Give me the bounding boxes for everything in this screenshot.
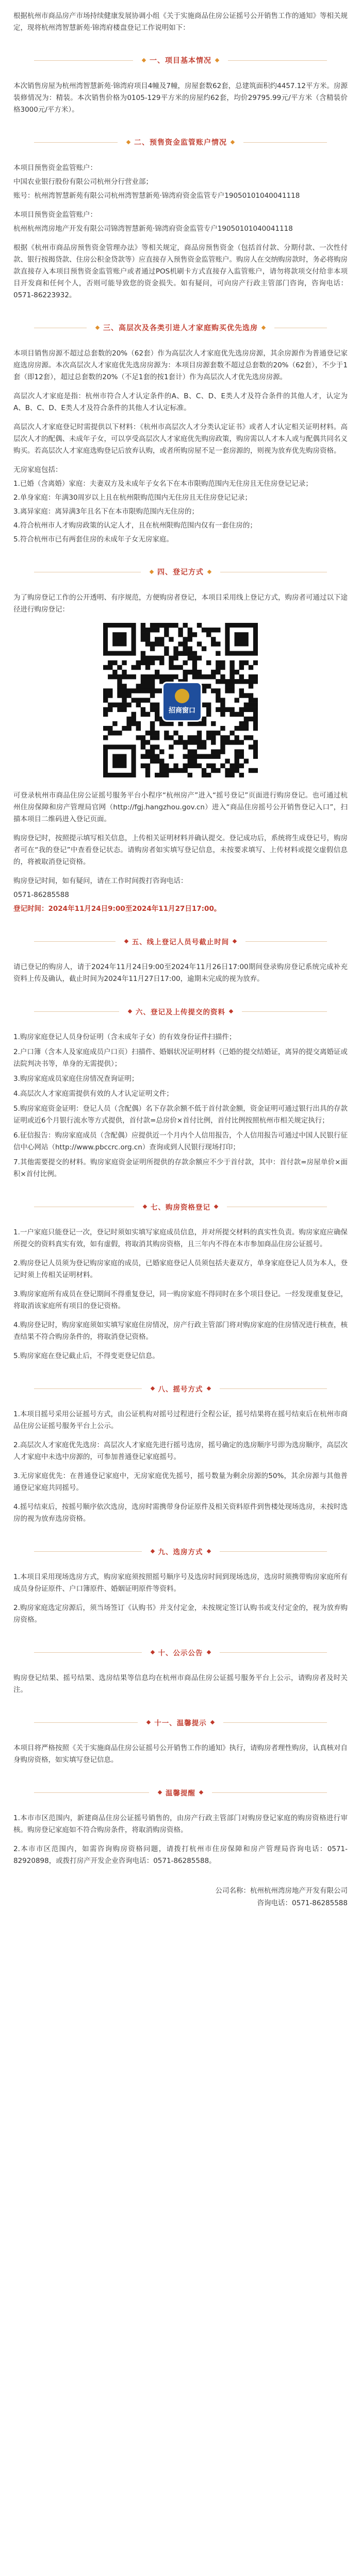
diamond-ornament-icon (207, 570, 211, 574)
section-header-basic-info (13, 52, 348, 69)
diamond-ornament-icon (206, 1386, 210, 1391)
list-item: 2.单身家庭：年满30周岁以上且在杭州限购范围内无住房且无住房登记记录； (13, 494, 252, 502)
list-item: 4.购房登记时，购房家庭须如实填写家庭住房情况，房产行政主管部门将对购房家庭的住房情况进行核查，核查结果不符合购房条件的，将取消登记资格。 (13, 1321, 348, 1341)
list-item: 1.已婚（含离婚）家庭：夫妻双方及未成年子女名下在本市限购范围内无住房且无住房登记记录； (13, 480, 313, 488)
section-header-selection (13, 1543, 348, 1560)
diamond-ornament-icon (215, 58, 219, 62)
diamond-ornament-icon (206, 1650, 210, 1654)
list-item: 2.高层次人才家庭优先选房：高层次人才家庭先进行摇号选房，摇号确定的选房顺序号即为选房顺序，高层次人才家庭中未选中房源的，可参加普通登记家庭摇号。 (13, 1441, 348, 1461)
section-header-materials (13, 1003, 348, 1020)
diamond-ornament-icon (233, 939, 237, 943)
list-item: 5.符合杭州市已有两套住房的未成年子女无房家庭。 (13, 535, 173, 544)
section-header-reminder (13, 1784, 348, 1801)
list-item: 3.购房家庭所有成员在登记期间不得重复登记，同一购房家庭不得同时在多个项目登记。一经发现重复登记，将取消该家庭所有项目的登记资格。 (13, 1290, 348, 1310)
paragraph: 购房登记结果、摇号结果、选房结果等信息均在杭州市商品住房公证摇号服务平台上公示，请购房者及时关注。 (13, 1674, 348, 1694)
diamond-ornament-icon (210, 1720, 215, 1724)
section-title: 六、登记及上传提交的资料 (136, 1008, 225, 1016)
footer-phone: 咨询电话：0571-86285588 (257, 1899, 348, 1907)
section-title: 温馨提醒 (166, 1789, 195, 1798)
diamond-ornament-icon (150, 1549, 154, 1553)
list-item: 1.本项目摇号采用公证摇号方式，由公证机构对摇号过程进行全程公证，摇号结果将在摇号结束后在杭州市商品住房公证摇号服务平台上公示。 (13, 1410, 348, 1430)
paragraph: 本项目将严格按照《关于实施商品住房公证摇号公开销售工作的通知》执行，请购房者理性购房，认真核对自身购房资格，如实填写登记信息。 (13, 1744, 348, 1764)
paragraph: 请已登记的购房人，请于2024年11月24日9:00至2024年11月26日17:00期间登录购房登记系统完成补充资料上传及确认，截止时间为2024年11月27日17:00，逾期未完成的视为放弃。 (13, 963, 348, 983)
diamond-ornament-icon (158, 1790, 162, 1794)
diamond-ornament-icon (146, 1720, 151, 1724)
diamond-ornament-icon (214, 1205, 218, 1209)
list-item: 4.高层次人才家庭需提供有效的人才认定证明文件； (13, 1090, 173, 1098)
footer-company: 公司名称：杭州杭州湾房地产开发有限公司 (215, 1887, 348, 1895)
section-title: 七、购房资格登记 (151, 1204, 210, 1212)
phone-label: 购房登记时间，如有疑问，请在工作时间拨打咨询电话： (13, 877, 188, 885)
diamond-ornament-icon (124, 939, 128, 943)
list-item: 4.摇号结束后，按摇号顺序依次选房，选房时需携带身份证原件及相关资料原件到售楼处现场选房，未按时选房的视为放弃选房资格。 (13, 1503, 348, 1523)
diamond-ornament-icon (199, 1790, 203, 1794)
list-item: 4.符合杭州市人才购房政策的认定人才，且在杭州限购范围内仅有一套住房的； (13, 521, 257, 530)
section-title: 十、公示公告 (158, 1649, 203, 1657)
paragraph: 无房家庭包括： (13, 466, 62, 474)
diamond-ornament-icon (142, 58, 146, 62)
section-title: 十一、温馨提示 (154, 1719, 207, 1727)
qr-logo-label: 招商窗口 (168, 707, 195, 715)
section-header-deadline (13, 933, 348, 950)
paragraph: 本项目销售房源不超过总套数的20%（62套）作为高层次人才家庭优先选房房源，其余房源作为普通登记家庭选房房源。本次高层次人才家庭优先选房房源为：本项目房源套数不超过总套数的20%（62套），不少于1套（即12套），超过总套数的20%（不足1套的按1套计）作为高层次人才优先选房房源。 (13, 349, 348, 381)
list-item: 2.户口簿（含本人及家庭成员户口页）扫描件、婚姻状况证明材料（已婚的提交结婚证，离异的提交离婚证或法院判决书等，单身的无需提供）； (13, 1048, 348, 1068)
list-item: 2.本市市区范围内，如需咨询购房资格问题，请拨打杭州市住房保障和房产管理局咨询电话：0571-82920898，或拨打房产开发企业咨询电话：0571-86285588。 (13, 1845, 348, 1865)
section-header-qualification (13, 1198, 348, 1215)
registration-time: 登记时间：2024年11月24日9:00至2024年11月27日17:00。 (13, 905, 221, 913)
list-item: 1.本项目采用现场选房方式，购房家庭须按照摇号顺序号及选房时间到现场选房，选房时须携带购房家庭所有成员身份证原件、户口簿原件、婚姻证明原件等资料。 (13, 1573, 348, 1593)
list-item: 7.其他需要提交的材料。购房家庭资金证明所提供的存款余额应不少于首付款，其中：首付款=房屋单价×面积×首付比例。 (13, 1158, 348, 1178)
list-item: 2.购房登记人员须为登记购房家庭的成员，已婚家庭登记人员须包括夫妻双方，单身家庭登记人员为本人，登记时须上传相关证明材料。 (13, 1259, 348, 1279)
paragraph: 中国农业银行股份有限公司杭州分行营业部； (13, 178, 153, 186)
diamond-ornament-icon (143, 1205, 147, 1209)
paragraph: 本项目预售资金监管账户： (13, 211, 97, 219)
paragraph (13, 875, 348, 887)
phone-number[interactable]: 0571-86285588 (13, 891, 69, 899)
paragraph: 为了购房登记工作的公开透明、有序规范，方便购房者登记，本项目采用线上登记方式，购房者可通过以下途径进行购房登记： (13, 594, 348, 614)
qr-code[interactable] (103, 623, 258, 777)
paragraph: 根据《杭州市商品房预售资金管理办法》等相关规定，商品房预售资金（包括首付款、分期付款、一次性付款、银行按揭贷款、住房公积金贷款等）应直接存入预售资金监管账户。购房人在交纳购房款时，务必将购房款直接存入本项目预售资金监管账户或者通过POS机刷卡方式直接存入监管账户，请勿将款项交付给非本项目开发商和任何个人，否则可能导致您的资金损失。如有疑问，可向房产行政主管部门咨询，咨询电话：0571-86223932。 (13, 244, 348, 299)
list-item: 5.购房家庭在登记截止后，不得变更登记信息。 (13, 1352, 159, 1360)
diamond-ornament-icon (229, 1009, 233, 1013)
section-title: 四、登记方式 (157, 568, 204, 577)
paragraph: 本次销售房屋为杭州湾智慧新苑·锦湾府项目4幢及7幢，房屋套数62套，总建筑面积约4457.12平方米。房源装修情况为：精装。本次销售价格为0105-129平方米的房屋约62套，均价29795.99元/平方米（含精装价格3000元/平方米）。 (13, 82, 348, 114)
list-item: 3.购房家庭成员家庭住房情况查询证明； (13, 1075, 139, 1083)
list-item: 5.购房家庭资金证明：登记人员（含配偶）名下存款余额不低于首付款金额，资金证明可通过银行出具的存款证明或近6个月银行流水等方式提供，首付款=总房价×首付比例，首付比例按照杭州市相关规定执行； (13, 1105, 348, 1125)
section-title: 一、项目基本情况 (150, 57, 211, 65)
diamond-ornament-icon (150, 1650, 154, 1654)
section-title: 八、摇号方式 (158, 1385, 203, 1394)
list-item: 6.征信报告：购房家庭成员（含配偶）应提供近一个月内个人信用报告，个人信用报告可通过中国人民银行征信中心网站（http://www.pbccrc.org.cn）查询或到人民银行现场打印； (13, 1131, 348, 1151)
paragraph: 杭州杭州湾房地产开发有限公司锦湾智慧新苑·锦湾府资金监管专户19050101040041118 (13, 225, 293, 233)
section-header-talent (13, 319, 348, 336)
paragraph: 高层次人才家庭登记时需提供以下材料：《杭州市高层次人才分类认定证书》或者人才认定相关证明材料。高层次人才的配偶、未成年子女，可以享受高层次人才家庭优先购房政策，购房需以人才本人或与配偶共同名义购买。若高层次人才家庭选购登记后放弃认购，或者所购房屋不足一套房源的，则视为放弃优先购房资格。 (13, 423, 348, 455)
paragraph: 高层次人才家庭是指：杭州市符合人才认定条件的A、B、C、D、E类人才及符合条件的其他人才，认定为A、B、C、D、E类人才及符合条件的其他人才认定标准。 (13, 392, 348, 412)
diamond-ornament-icon (150, 1386, 154, 1391)
intro-paragraph: 根据杭州市商品房产市场持续健康发展协调小组《关于实施商品住房公证摇号公开销售工作的通知》等相关规定，现将杭州湾智慧新苑·锦湾府楼盘登记工作说明如下： (13, 12, 348, 32)
diamond-ornament-icon (126, 140, 130, 144)
qr-logo (162, 682, 202, 722)
section-title: 三、高层次及各类引进人才家庭购买优先选房 (103, 324, 258, 332)
paragraph: 本项目预售资金监管账户： (13, 164, 97, 172)
diamond-ornament-icon (206, 1549, 210, 1553)
diamond-ornament-icon (261, 326, 266, 330)
list-item: 1.本市市区范围内，新建商品住房公证摇号销售的，由房产行政主管部门对购房登记家庭的购房资格进行审核。购房登记家庭如不符合购房条件，将取消购房资格。 (13, 1814, 348, 1834)
paragraph: 账号：杭州湾智慧新苑有限公司杭州湾智慧新苑·锦湾府资金监管专户19050101040041118 (13, 192, 300, 200)
section-header-announcement (13, 1643, 348, 1661)
qr-logo-emblem-icon (175, 689, 189, 703)
section-header-tips (13, 1714, 348, 1731)
section-header-lottery (13, 1380, 348, 1397)
diamond-ornament-icon (95, 326, 100, 330)
section-title: 九、选房方式 (158, 1548, 203, 1556)
diamond-ornament-icon (150, 570, 154, 574)
paragraph: 可登录杭州市商品住房公证摇号服务平台小程序“杭州房产”进入“摇号登记”页面进行购房登记。也可通过杭州住房保障和房产管理局官网（http://fgj.hangzhou.gov.cn）进入“商品住房摇号公开销售登记入口”，扫描本项目二维码进入登记页面。 (13, 791, 348, 823)
diamond-ornament-icon (128, 1009, 132, 1013)
diamond-ornament-icon (231, 140, 235, 144)
list-item: 3.无房家庭优先：在普通登记家庭中，无房家庭优先摇号，摇号数量为剩余房源的50%，其余房源与其他普通登记家庭共同摇号。 (13, 1472, 348, 1492)
list-item: 1.购房家庭登记人员身份证明（含未成年子女）的有效身份证件扫描件； (13, 1033, 236, 1041)
section-title: 五、线上登记人员号截止时间 (132, 938, 229, 946)
list-item: 2.购房家庭选定房源后，须当场签订《认购书》并支付定金，未按规定签订认购书或支付定金的，视为放弃购房资格。 (13, 1604, 348, 1624)
section-header-registration (13, 563, 348, 581)
list-item: 3.离异家庭：离异满3年且名下在本市限购范围内无住房的； (13, 507, 199, 516)
footer (13, 1885, 348, 1909)
section-header-escrow (13, 133, 348, 151)
list-item: 1.一户家庭只能登记一次，登记时须如实填写家庭成员信息，并对所提交材料的真实性负责。购房家庭应确保所提交的资料真实有效，如有虚假，将取消其购房资格，且三年内不得在本市参加商品住房公证摇号。 (13, 1228, 348, 1248)
paragraph: 购房登记时，按照提示填写相关信息，上传相关证明材料并确认提交。登记成功后，系统将生成登记号，购房者可在“我的登记”中查看登记状态。请购房者如实填写登记信息，未按要求填写、上传材料或提交虚假信息的，将被取消登记资格。 (13, 834, 348, 866)
section-title: 二、预售资金监管账户情况 (134, 139, 227, 147)
